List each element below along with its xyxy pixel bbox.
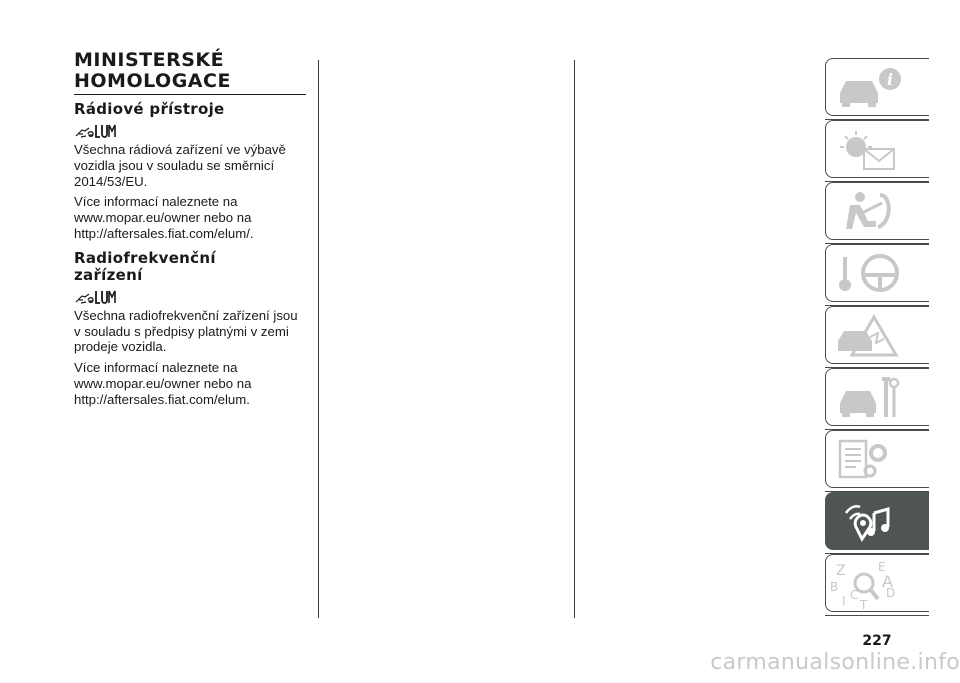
tab-multimedia[interactable] [825,492,929,550]
tab-warning-lights[interactable] [825,120,929,178]
svg-text:I: I [842,594,846,608]
alphabetical-index-icon [826,555,930,613]
svg-text:B: B [830,580,839,594]
watermark: carmanualsonline.info [710,650,960,675]
warning-lights-icon [826,121,930,179]
svg-text:Z: Z [836,563,846,579]
page-title [74,50,306,92]
paragraph: Více informací naleznete na www.mopar.eu/owner nebo na http://aftersales.fiat.com/elum. [74,360,252,407]
svg-text:i: i [886,70,894,89]
page-number: 227 [862,633,892,649]
title-underline [74,94,306,95]
page-title-line2: HOMOLOGACE [74,70,231,92]
tab-technical-data[interactable] [825,430,929,488]
technical-data-icon [826,431,930,489]
subsection-title-rf [74,250,306,284]
paragraph: Více informací naleznete na www.mopar.eu/owner nebo na http://aftersales.fiat.com/elum/. [74,194,254,241]
emergency-icon [826,307,930,365]
tab-car-maintenance[interactable] [825,368,929,426]
svg-text:T: T [860,598,868,612]
subsection-title-radio: Rádiové přístroje [74,100,225,118]
paragraph: Všechna radiofrekvenční zařízení jsou v souladu s předpisy platnými v zemi prodeje vozidla. [74,307,298,355]
tab-alphabetical-index[interactable] [825,554,929,612]
car-info-icon [826,59,930,117]
column-divider [318,60,319,618]
tab-emergency[interactable] [825,306,929,364]
elum-hand-icon [74,288,118,306]
subsection-title-rf-line2: zařízení [74,265,143,284]
subsection-title-rf-line1: Radiofrekvenční [74,248,216,267]
content-column [74,50,306,413]
elum-hand-icon [74,122,118,140]
page-title-line1: MINISTERSKÉ [74,49,225,71]
multimedia-icon [826,493,930,551]
tab-key-steering[interactable] [825,244,929,302]
svg-text:C: C [850,588,859,602]
car-maintenance-icon [826,369,930,427]
seat-airbag-icon [826,183,930,241]
tab-car-info[interactable] [825,58,929,116]
svg-text:A: A [882,572,893,591]
paragraph: Všechna rádiová zařízení ve výbavě vozidla jsou v souladu se směrnicí 2014/53/EU. [74,142,286,189]
column-divider [574,60,575,618]
key-steering-wheel-icon [826,245,930,303]
tab-seat-airbag[interactable] [825,182,929,240]
svg-text:E: E [878,560,886,574]
svg-text:D: D [886,586,896,600]
